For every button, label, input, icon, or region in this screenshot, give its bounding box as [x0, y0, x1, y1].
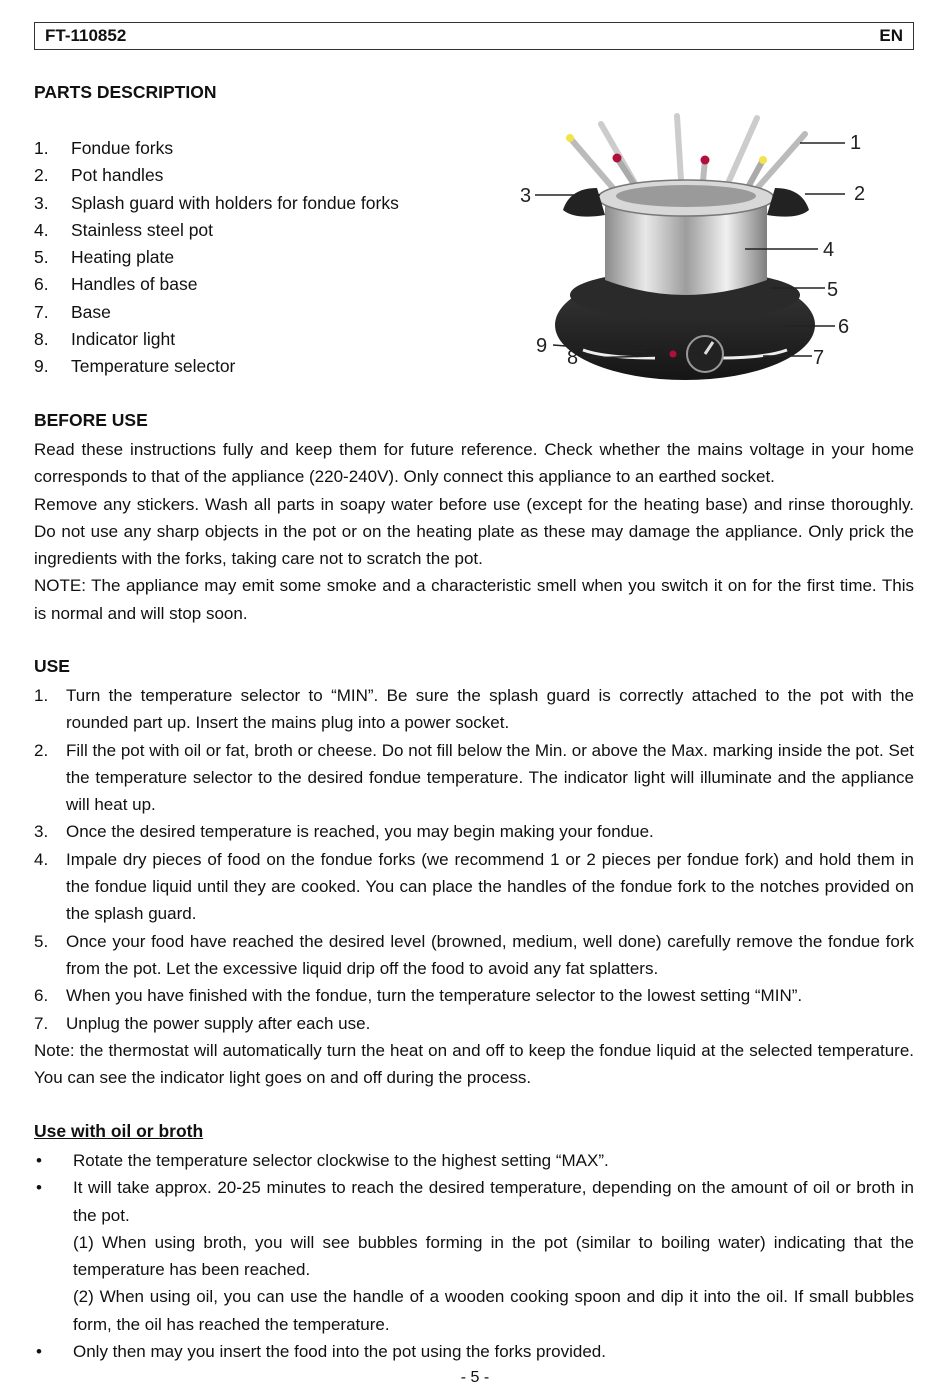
list-item — [34, 299, 399, 326]
bullet-sub: (2) When using oil, you can use the handle of a wooden cooking spoon and dip it into the oil. If small bubbles form, the oil has reached the temperature. — [73, 1287, 914, 1334]
item-number: 1. — [34, 138, 49, 158]
item-label: Pot handles — [71, 165, 164, 186]
step-text: Unplug the power supply after each use. — [66, 1013, 371, 1033]
before-use-text — [34, 436, 914, 627]
item-label: Stainless steel pot — [71, 219, 214, 240]
thermostat-note: Note: the thermostat will automatically turn the heat on and off to keep the fondue liquid at the selected temperature. You can see the indicator light goes on and off during the process. — [34, 1041, 914, 1088]
step-number: 5. — [34, 931, 49, 951]
list-item — [34, 737, 914, 819]
item-number: 5. — [34, 247, 49, 268]
oil-broth-bullets — [34, 1147, 914, 1365]
list-item — [34, 217, 399, 244]
item-number: 9. — [34, 356, 49, 377]
bullet-icon: • — [36, 1342, 42, 1362]
step-number: 2. — [34, 740, 49, 760]
bullet-main: It will take approx. 20-25 minutes to reach the desired temperature, depending on the amount of oil or broth in the pot. — [73, 1178, 914, 1225]
bullet-icon: • — [36, 1178, 42, 1198]
item-number: 7. — [34, 301, 49, 322]
bullet-icon: • — [36, 1151, 42, 1170]
paragraph: Remove any stickers. Wash all parts in soapy water before use (except for the heating base) and rinse thoroughly. Do not use any sharp objects in the pot or on the heating plate as these may damage the appliance. Only prick the ingredients with the forks, taking care not to scratch the pot. — [34, 494, 914, 569]
step-text: Impale dry pieces of food on the fondue forks (we recommend 1 or 2 pieces per fondue fork) and hold them in the fondue liquid until they are cooked. You can place the handles of the fondue fork to the notches provided on the splash guard. — [66, 849, 914, 924]
callout-5: 5 — [827, 279, 839, 301]
page-number: - 5 - — [460, 1369, 490, 1386]
page-header — [34, 22, 914, 50]
oil-broth-title: Use with oil or broth — [34, 1121, 204, 1141]
stainless-steel-pot — [563, 180, 809, 295]
step-number: 4. — [34, 849, 49, 869]
list-item — [34, 135, 399, 162]
paragraph: Read these instructions fully and keep them for future reference. Check whether the mains voltage in your home corresponds to that of the appliance (220-240V). Only connect this appliance to an earthed socket. — [34, 440, 914, 487]
step-text: Turn the temperature selector to “MIN”. Be sure the splash guard is correctly attached to the pot with the rounded part up. Insert the mains plug into a power socket. — [66, 686, 914, 733]
list-item — [34, 682, 914, 737]
step-text: Fill the pot with oil or fat, broth or cheese. Do not fill below the Min. or above the Max. marking inside the pot. Set the temperature selector to the desired fondue temperature. The indicator light will illuminate and the appliance will heat up. — [66, 740, 914, 815]
callout-6: 6 — [838, 316, 850, 338]
item-number: 4. — [34, 219, 49, 240]
model-number: FT-110852 — [45, 26, 127, 45]
list-item — [34, 326, 399, 353]
list-item — [34, 928, 914, 983]
callout-9: 9 — [536, 335, 548, 357]
list-item — [34, 1147, 914, 1174]
item-label: Fondue forks — [71, 138, 174, 158]
fondue-set-illustration — [505, 110, 885, 390]
before-use-title: BEFORE USE — [34, 410, 148, 430]
callout-1: 1 — [850, 132, 862, 154]
bullet-text: Only then may you insert the food into the pot using the forks provided. — [73, 1342, 606, 1362]
list-item — [34, 190, 399, 217]
list-item — [34, 244, 399, 271]
callout-7: 7 — [813, 347, 825, 369]
language-code: EN — [879, 26, 903, 45]
list-item — [34, 1338, 914, 1365]
item-label: Indicator light — [71, 329, 176, 350]
item-label: Temperature selector — [71, 356, 236, 377]
bullet-sub: (1) When using broth, you will see bubbles forming in the pot (similar to boiling water) indicating that the temperature has been reached. — [73, 1232, 914, 1280]
step-number: 7. — [34, 1013, 49, 1033]
list-item — [34, 818, 914, 845]
step-text: Once the desired temperature is reached, you may begin making your fondue. — [66, 822, 654, 842]
list-item — [34, 271, 399, 298]
bullet-text: Rotate the temperature selector clockwise to the highest setting “MAX”. — [73, 1151, 609, 1170]
parts-description-title: PARTS DESCRIPTION — [34, 82, 217, 102]
step-number: 1. — [34, 686, 49, 705]
item-label: Heating plate — [71, 247, 175, 268]
list-item — [34, 846, 914, 928]
item-label: Base — [71, 301, 111, 322]
list-item — [34, 982, 914, 1009]
step-number: 6. — [34, 986, 49, 1006]
item-label: Splash guard with holders for fondue forks — [71, 192, 399, 213]
step-text: Once your food have reached the desired level (browned, medium, well done) carefully remove the fondue fork from the pot. Let the excessive liquid drip off the food to avoid any fat splatters. — [66, 931, 914, 978]
use-title: USE — [34, 656, 70, 676]
list-item — [34, 353, 399, 380]
list-item — [34, 1010, 914, 1037]
callout-8: 8 — [567, 347, 579, 369]
callout-4: 4 — [823, 239, 835, 261]
list-item — [34, 162, 399, 189]
callout-2: 2 — [854, 183, 866, 205]
item-number: 2. — [34, 165, 49, 186]
step-number: 3. — [34, 822, 49, 842]
item-number: 6. — [34, 274, 49, 295]
step-text: When you have finished with the fondue, turn the temperature selector to the lowest setting “MIN”. — [66, 986, 803, 1006]
callout-3: 3 — [520, 185, 532, 207]
paragraph: NOTE: The appliance may emit some smoke and a characteristic smell when you switch it on for the first time. This is normal and will stop soon. — [34, 576, 914, 623]
item-label: Handles of base — [71, 274, 198, 295]
parts-list — [34, 135, 399, 381]
bullet-text — [73, 1174, 914, 1338]
use-steps — [34, 682, 914, 1037]
item-number: 8. — [34, 329, 49, 350]
item-number: 3. — [34, 192, 49, 213]
list-item — [34, 1174, 914, 1338]
